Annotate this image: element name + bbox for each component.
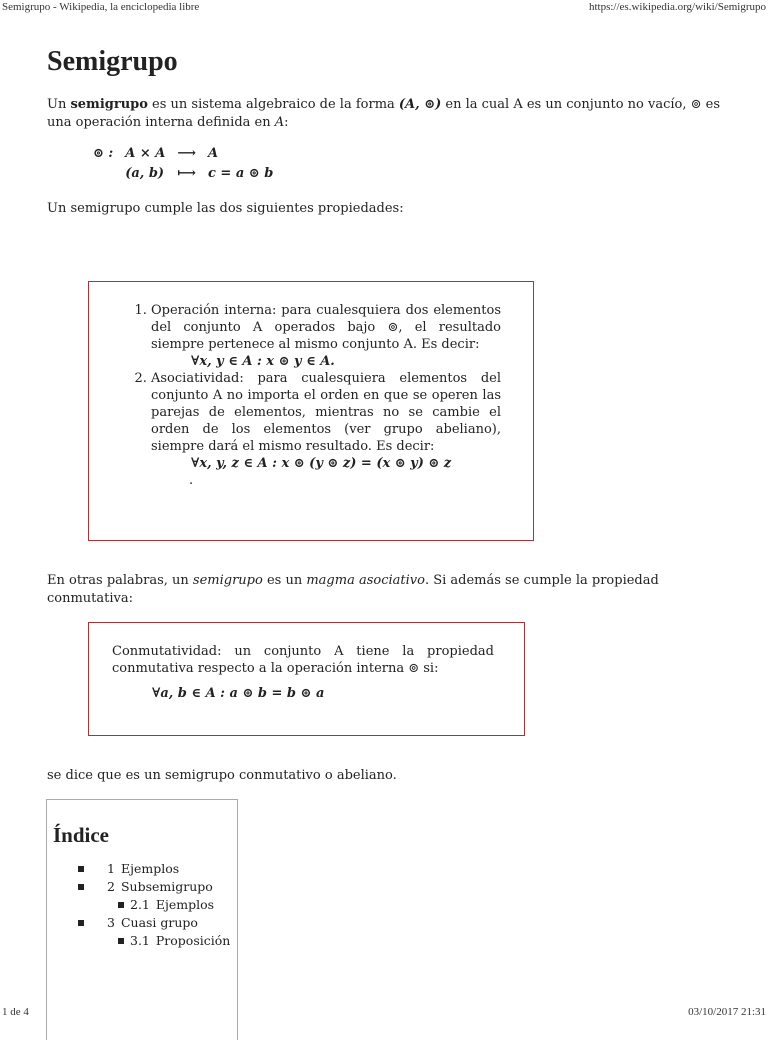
article-body [47,40,737,218]
def-cell: (a, b) [125,166,165,181]
page-title: Semigrupo [47,46,178,77]
definition-row-1 [87,144,279,164]
toc-item-label[interactable]: Proposición [155,933,231,948]
intro-paragraph [47,96,737,132]
other-words-text-2: es un [262,573,307,588]
property-2-formula: ∀x, y, z ∈ A : x ⊚ (y ⊚ z) = (x ⊚ y) ⊚ z [191,456,452,471]
intro-italic-A: A [274,115,285,130]
toc-title: Índice [53,823,110,847]
other-words-italic-1: semigrupo [192,573,263,588]
def-cell: ⊚ : [93,146,114,161]
property-associativity [151,370,501,489]
intro-text-1: Un [47,97,71,112]
def-cell: A [207,146,219,161]
other-words-text-3: . Si además se cumple la propiedad conmutativa: [47,573,659,606]
toc-list [47,860,237,950]
properties-list [151,302,501,489]
intro-text-2: es un sistema algebraico de la forma [147,97,399,112]
intro-text-end: : [284,115,289,130]
toc-item-label[interactable]: Ejemplos [155,897,215,912]
toc-item-number: 3 [107,915,115,930]
commutativity-content [112,643,494,702]
toc-subitem[interactable] [47,932,237,950]
def-cell [87,164,119,184]
other-words-paragraph [47,572,737,608]
other-words-italic-2: magma asociativo [306,573,425,588]
toc-item-label[interactable]: Ejemplos [120,861,180,876]
toc-item-label[interactable]: Cuasi grupo [120,915,198,930]
toc-item[interactable] [47,860,237,878]
properties-box [88,281,534,541]
commutativity-text: Conmutatividad: un conjunto A tiene la propiedad conmutativa respecto a la operación interna ⊚ si: [112,644,494,676]
property-2-period: . [189,473,194,488]
toc-item-number: 3.1 [130,933,150,948]
page-count: 1 de 4 [2,1006,29,1018]
print-url: https://es.wikipedia.org/wiki/Semigrupo [588,1,766,13]
toc-item-label[interactable]: Subsemigrupo [120,879,213,894]
definition-row-2 [87,164,279,184]
toc-item-number: 2 [107,879,115,894]
commutativity-box [88,622,525,736]
def-cell: c = a ⊚ b [207,166,274,181]
print-footer [0,1004,768,1024]
toc-subitem[interactable] [47,896,237,914]
property-1-formula: ∀x, y ∈ A : x ⊚ y ∈ A. [191,354,335,369]
print-header [0,0,768,16]
print-datetime: 03/10/2017 21:31 [688,1006,766,1018]
def-cell: A × A [125,146,166,161]
toc-item[interactable] [47,914,237,932]
toc-item-number: 2.1 [130,897,150,912]
abelian-paragraph: se dice que es un semigrupo conmutativo o abeliano. [47,768,397,783]
commutativity-formula: ∀a, b ∈ A : a ⊚ b = b ⊚ a [152,686,325,701]
property-1-text: Operación interna: para cualesquiera dos elementos del conjunto A operados bajo ⊚, el resultado siempre pertenece al mismo conjunto A. Es decir: [151,303,501,352]
toc-item[interactable] [47,878,237,896]
intro-math: (A, ⊚) [398,97,442,112]
print-page-title: Semigrupo - Wikipedia, la enciclopedia libre [2,1,200,13]
property-2-text: Asociatividad: para cualesquiera elementos del conjunto A no importa el orden en que se operen las parejas de elementos, mientras no se cambie el orden de los elementos (ver grupo abeliano), siempre dará el mismo resultado. Es decir: [151,371,501,454]
other-words-text-1: En otras palabras, un [47,573,193,588]
intro-bold-term: semigrupo [70,97,148,112]
def-cell: ⟼ [177,166,196,181]
def-cell: ⟶ [177,146,196,161]
operation-definition [87,144,279,184]
properties-intro: Un semigrupo cumple las dos siguientes propiedades: [47,201,404,216]
property-internal-operation [151,302,501,370]
intro-text-3: en la cual A es un conjunto no vacío, ⊚ es una operación interna definida en [47,97,720,130]
toc-item-number: 1 [107,861,115,876]
